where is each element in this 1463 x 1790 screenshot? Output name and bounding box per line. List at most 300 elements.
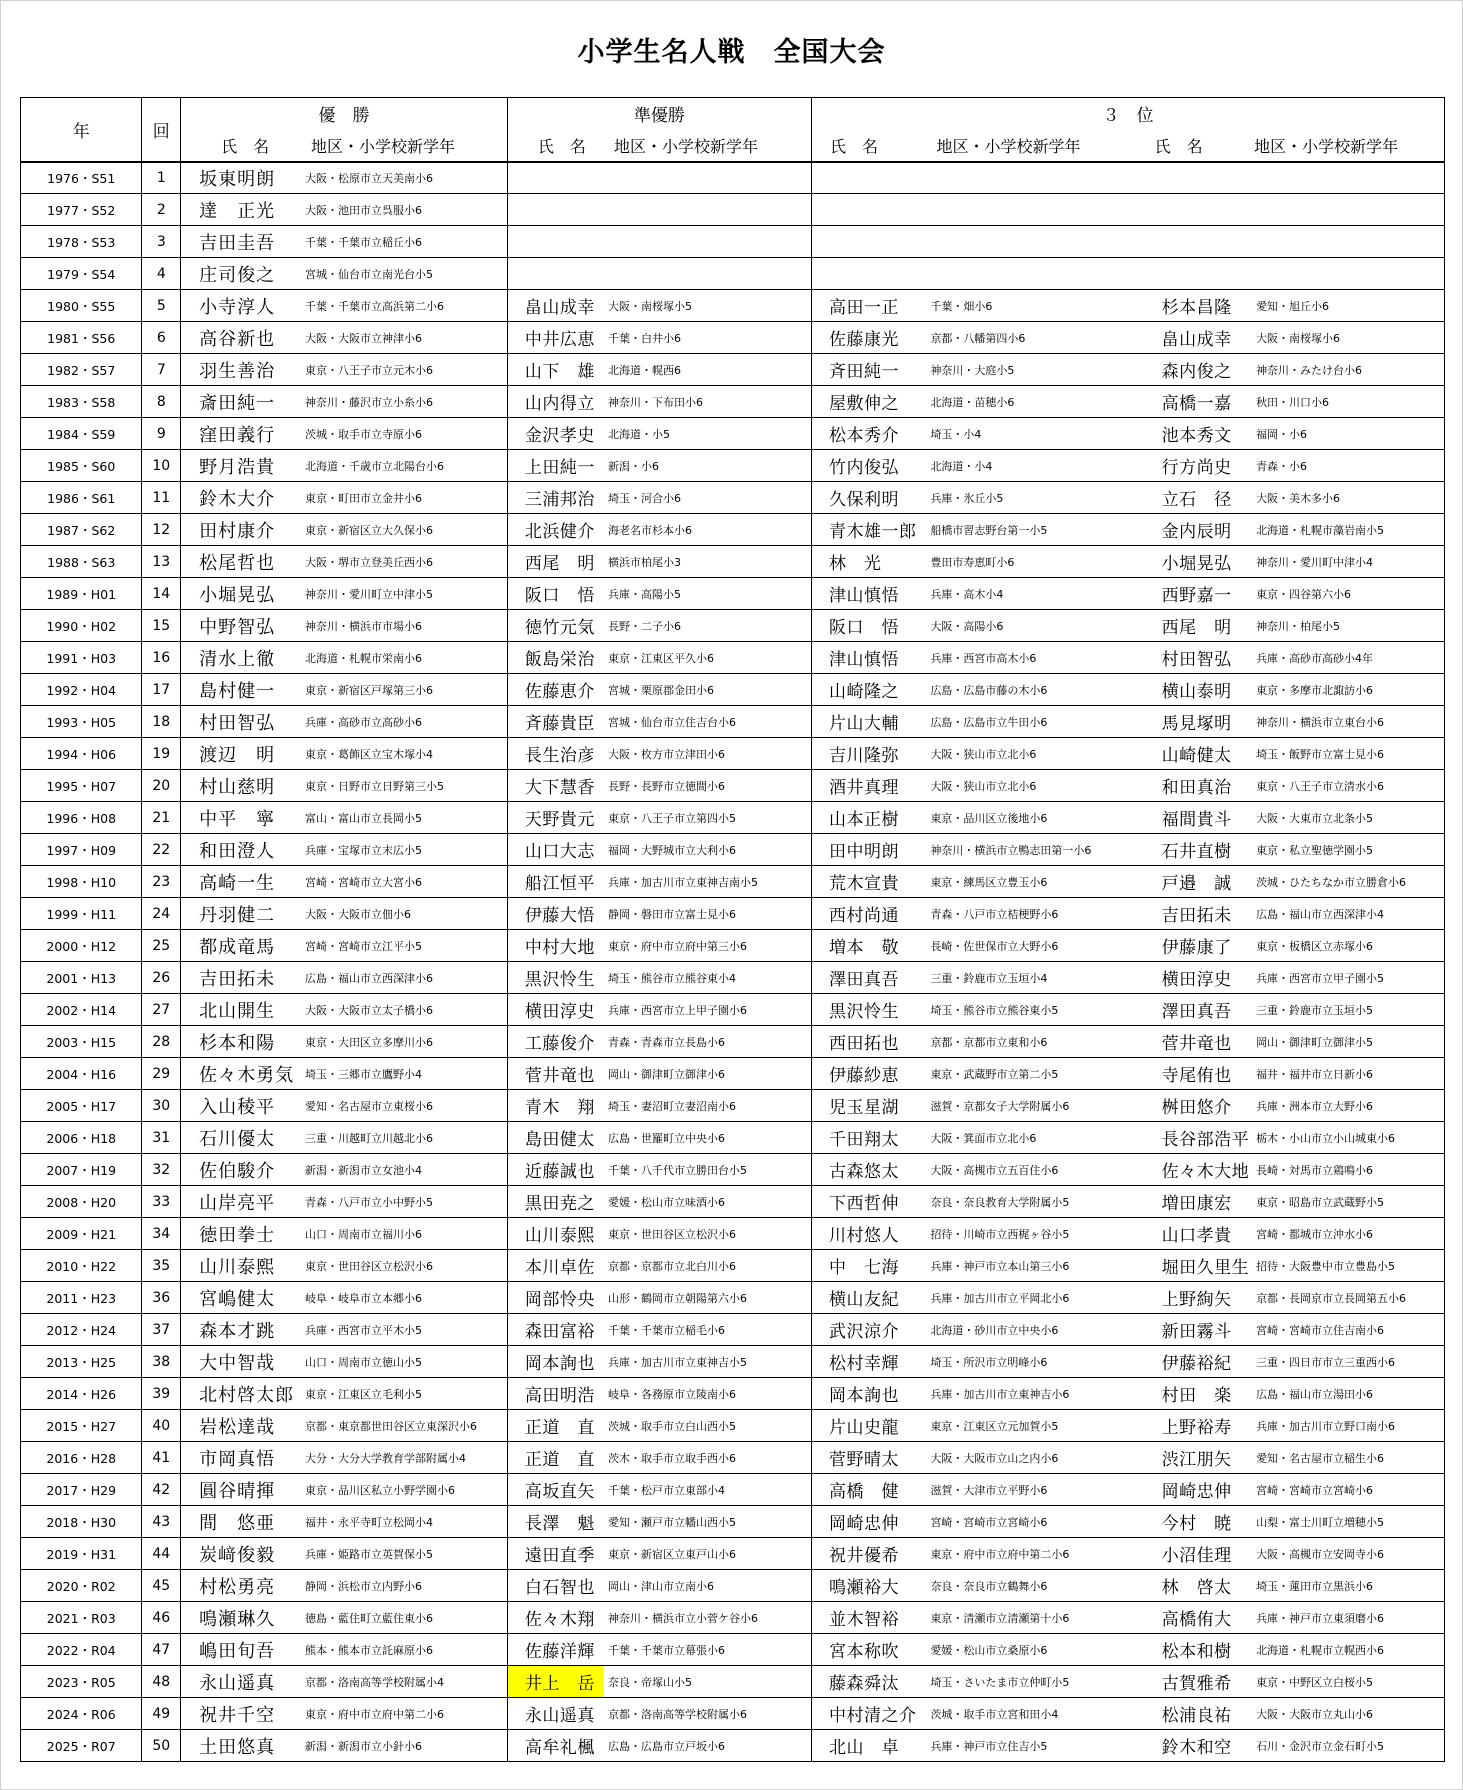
runnerup-name: 井上 岳 [507,1666,604,1698]
winner-area: 東京・新宿区立大久保小6 [301,514,507,546]
winner-name: 小堀晃弘 [181,578,301,610]
round-cell: 45 [142,1570,181,1602]
table-row [21,1602,1445,1634]
third2-area: 福井・福井市立日新小6 [1252,1058,1444,1090]
third1-name: 田中明朗 [811,834,926,866]
runnerup-name: 正道 直 [507,1442,604,1474]
third1-name: 西村尚通 [811,898,926,930]
winner-name: 和田澄人 [181,834,301,866]
third2-area: 神奈川・横浜市立東台小6 [1252,706,1444,738]
year-cell: 1998・H10 [21,866,142,898]
year-cell: 1990・H02 [21,610,142,642]
year-cell: 2003・H15 [21,1026,142,1058]
header-third2-name: 氏 名 [1154,136,1203,156]
third2-area: 宮崎・宮崎市立宮崎小6 [1252,1474,1444,1506]
third2-name: 佐々木大地 [1145,1154,1252,1186]
third1-name: 川村悠人 [811,1218,926,1250]
table-row [21,418,1445,450]
third2-area [1252,162,1444,194]
third2-name: 山口孝貴 [1145,1218,1252,1250]
third2-area: 東京・多摩市北諏訪小6 [1252,674,1444,706]
winner-area: 北海道・千歳市立北陽台小6 [301,450,507,482]
winner-name: 清水上徹 [181,642,301,674]
year-cell: 1985・S60 [21,450,142,482]
third2-name: 西野嘉一 [1145,578,1252,610]
runnerup-name: 山口大志 [507,834,604,866]
runnerup-area: 千葉・千葉市立幕張小6 [604,1634,811,1666]
year-cell: 1996・H08 [21,802,142,834]
year-cell: 2002・H14 [21,994,142,1026]
table-row [21,482,1445,514]
third2-area: 宮崎・宮崎市立住吉南小6 [1252,1314,1444,1346]
header-third: ３ 位 [811,98,1444,130]
year-cell: 1993・H05 [21,706,142,738]
round-cell: 49 [142,1698,181,1730]
third1-name [811,162,926,194]
year-cell: 2007・H19 [21,1154,142,1186]
winner-area: 埼玉・三郷市立鷹野小4 [301,1058,507,1090]
winner-area: 神奈川・愛川町立中津小5 [301,578,507,610]
runnerup-name: 佐々木翔 [507,1602,604,1634]
year-cell: 1981・S56 [21,322,142,354]
round-cell: 42 [142,1474,181,1506]
winner-area: 福井・永平寺町立松岡小4 [301,1506,507,1538]
runnerup-name: 青木 翔 [507,1090,604,1122]
header-runnerup-area: 地区・小学校新学年 [604,130,811,162]
runnerup-area: 神奈川・横浜市立小菅ケ谷小6 [604,1602,811,1634]
year-cell: 2001・H13 [21,962,142,994]
winner-name: 達 正光 [181,194,301,226]
third1-area [926,226,1144,258]
table-row [21,322,1445,354]
third1-name: 横山友紀 [811,1282,926,1314]
runnerup-name: 飯島栄治 [507,642,604,674]
third1-name [811,258,926,290]
year-cell: 2019・H31 [21,1538,142,1570]
round-cell: 6 [142,322,181,354]
year-cell: 2014・H26 [21,1378,142,1410]
runnerup-area: 福岡・大野城市立大利小6 [604,834,811,866]
third2-name: 吉田拓未 [1145,898,1252,930]
runnerup-name [507,194,604,226]
header-winner-area: 地区・小学校新学年 [301,130,507,162]
runnerup-area: 東京・江東区平久小6 [604,642,811,674]
third1-area: 青森・八戸市立桔梗野小6 [926,898,1144,930]
round-cell: 13 [142,546,181,578]
table-row [21,1378,1445,1410]
table-row [21,1570,1445,1602]
runnerup-area: 長野・二子小6 [604,610,811,642]
third2-area: 大阪・大東市立北条小5 [1252,802,1444,834]
winner-area: 東京・八王子市立元木小6 [301,354,507,386]
winner-area: 千葉・千葉市立稲丘小6 [301,226,507,258]
third1-area: 埼玉・熊谷市立熊谷東小5 [926,994,1144,1026]
runnerup-area: 兵庫・加古川市立東神吉南小5 [604,866,811,898]
year-cell: 2009・H21 [21,1218,142,1250]
runnerup-area: 新潟・小6 [604,450,811,482]
runnerup-name: 黒田尭之 [507,1186,604,1218]
third1-area: 奈良・奈良教育大学附属小5 [926,1186,1144,1218]
third1-name: 下西哲伸 [811,1186,926,1218]
year-cell: 1989・H01 [21,578,142,610]
winner-area: 静岡・浜松市立内野小6 [301,1570,507,1602]
round-cell: 21 [142,802,181,834]
round-cell: 16 [142,642,181,674]
round-cell: 46 [142,1602,181,1634]
round-cell: 34 [142,1218,181,1250]
winner-area: 宮崎・宮崎市立江平小5 [301,930,507,962]
runnerup-area: 千葉・八千代市立勝田台小5 [604,1154,811,1186]
runnerup-name: 大下慧香 [507,770,604,802]
third2-area: 広島・福山市立湯田小6 [1252,1378,1444,1410]
winner-name: 吉田拓未 [181,962,301,994]
third2-area: 岡山・御津町立御津小5 [1252,1026,1444,1058]
third1-name: 津山慎悟 [811,642,926,674]
third2-area: 京都・長岡京市立長岡第五小6 [1252,1282,1444,1314]
third2-name: 岡崎忠伸 [1145,1474,1252,1506]
year-cell: 2011・H23 [21,1282,142,1314]
runnerup-name: 岡部怜央 [507,1282,604,1314]
third1-name: 古森悠太 [811,1154,926,1186]
winner-name: 祝井千空 [181,1698,301,1730]
year-cell: 2008・H20 [21,1186,142,1218]
runnerup-area: 京都・京都市立北白川小6 [604,1250,811,1282]
table-row [21,738,1445,770]
winner-name: 中野智弘 [181,610,301,642]
round-cell: 9 [142,418,181,450]
winner-name: 山川泰熙 [181,1250,301,1282]
table-row [21,290,1445,322]
runnerup-area: 東京・新宿区立東戸山小6 [604,1538,811,1570]
third2-area: 兵庫・加古川市立野口南小6 [1252,1410,1444,1442]
runnerup-name: 山内得立 [507,386,604,418]
winner-name: 大中智哉 [181,1346,301,1378]
year-cell: 2023・R05 [21,1666,142,1698]
runnerup-name: 本川卓佐 [507,1250,604,1282]
runnerup-area: 東京・府中市立府中第三小6 [604,930,811,962]
third1-name: 青木雄一郎 [811,514,926,546]
third2-name: 菅井竜也 [1145,1026,1252,1058]
winner-name: 鈴木大介 [181,482,301,514]
third2-area: 東京・私立聖徳学園小5 [1252,834,1444,866]
round-cell: 22 [142,834,181,866]
winner-name: 村田智弘 [181,706,301,738]
year-cell: 1991・H03 [21,642,142,674]
third1-area: 東京・江東区立元加賀小5 [926,1410,1144,1442]
third1-name: 山本正樹 [811,802,926,834]
third2-area: 大阪・大阪市立丸山小6 [1252,1698,1444,1730]
year-cell: 1994・H06 [21,738,142,770]
year-cell: 2000・H12 [21,930,142,962]
table-row [21,706,1445,738]
third1-area: 北海道・苗穂小6 [926,386,1144,418]
third1-name: 松村幸輝 [811,1346,926,1378]
round-cell: 14 [142,578,181,610]
third1-name: 菅野晴太 [811,1442,926,1474]
runnerup-area: 埼玉・熊谷市立熊谷東小4 [604,962,811,994]
winner-name: 丹羽健二 [181,898,301,930]
table-row [21,898,1445,930]
round-cell: 41 [142,1442,181,1474]
table-row [21,194,1445,226]
year-cell: 1997・H09 [21,834,142,866]
runnerup-name: 黒沢怜生 [507,962,604,994]
third2-name: 寺尾侑也 [1145,1058,1252,1090]
third1-name: 佐藤康光 [811,322,926,354]
winner-area: 東京・江東区立毛利小5 [301,1378,507,1410]
runnerup-area: 東京・八王子市立第四小5 [604,802,811,834]
round-cell: 37 [142,1314,181,1346]
winner-area: 北海道・札幌市栄南小6 [301,642,507,674]
table-row [21,1666,1445,1698]
third2-name: 石井直樹 [1145,834,1252,866]
third2-area [1252,194,1444,226]
third2-name: 長谷部浩平 [1145,1122,1252,1154]
winner-name: 永山遥真 [181,1666,301,1698]
winner-area: 神奈川・藤沢市立小糸小6 [301,386,507,418]
third1-area: 兵庫・加古川市立東神吉小6 [926,1378,1144,1410]
third1-area: 茨城・取手市立宮和田小4 [926,1698,1144,1730]
runnerup-area: 京都・洛南高等学校附属小6 [604,1698,811,1730]
runnerup-area: 奈良・帝塚山小5 [604,1666,811,1698]
year-cell: 2015・H27 [21,1410,142,1442]
header-runnerup-name: 氏 名 [537,136,586,156]
winner-name: 入山稜平 [181,1090,301,1122]
third2-area: 大阪・美木多小6 [1252,482,1444,514]
header-winner-name: 氏 名 [221,136,270,156]
winner-area: 青森・八戸市立小中野小5 [301,1186,507,1218]
third2-name: 今村 暁 [1145,1506,1252,1538]
winner-name: 中平 寧 [181,802,301,834]
year-cell: 1983・S58 [21,386,142,418]
third1-area: 滋賀・京都女子大学附属小6 [926,1090,1144,1122]
third1-area: 豊田市寿恵町小6 [926,546,1144,578]
third2-name: 松本和樹 [1145,1634,1252,1666]
table-row [21,1058,1445,1090]
winner-name: 宮嶋健太 [181,1282,301,1314]
third2-area: 神奈川・みたけ台小6 [1252,354,1444,386]
table-row [21,1250,1445,1282]
runnerup-area: 北海道・小5 [604,418,811,450]
third1-name: 増本 敬 [811,930,926,962]
winner-name: 徳田拳士 [181,1218,301,1250]
winner-name: 羽生善治 [181,354,301,386]
third1-name: 松本秀介 [811,418,926,450]
year-cell: 2021・R03 [21,1602,142,1634]
third1-area: 千葉・畑小6 [926,290,1144,322]
third1-area: 招待・川崎市立西梶ヶ谷小5 [926,1218,1144,1250]
runnerup-area: 長野・長野市立徳間小6 [604,770,811,802]
winner-area: 東京・府中市立府中第二小6 [301,1698,507,1730]
third1-area: 埼玉・所沢市立明峰小6 [926,1346,1144,1378]
third1-name: 吉川隆弥 [811,738,926,770]
third1-name: 岡本詢也 [811,1378,926,1410]
third2-name: 山崎健太 [1145,738,1252,770]
table-row [21,1026,1445,1058]
table-row [21,994,1445,1026]
table-row [21,1698,1445,1730]
third1-area: 兵庫・高木小4 [926,578,1144,610]
runnerup-name: 徳竹元気 [507,610,604,642]
round-cell: 7 [142,354,181,386]
third2-area: 兵庫・神戸市立東須磨小6 [1252,1602,1444,1634]
round-cell: 30 [142,1090,181,1122]
third1-area: 兵庫・神戸市立住吉小5 [926,1730,1144,1762]
round-cell: 8 [142,386,181,418]
runnerup-name: 森田富裕 [507,1314,604,1346]
round-cell: 25 [142,930,181,962]
winner-area: 徳島・藍住町立藍住東小6 [301,1602,507,1634]
winner-name: 山岸亮平 [181,1186,301,1218]
table-row [21,258,1445,290]
third1-area: 東京・清瀬市立清瀬第十小6 [926,1602,1144,1634]
results-table [20,97,1445,1762]
third2-area: 神奈川・愛川町中津小4 [1252,546,1444,578]
header-round: 回 [142,98,181,162]
winner-area: 宮城・仙台市立南光台小5 [301,258,507,290]
runnerup-area: 広島・世羅町立中央小6 [604,1122,811,1154]
third2-area: 三重・鈴鹿市立玉垣小5 [1252,994,1444,1026]
third2-name: 新田霧斗 [1145,1314,1252,1346]
table-row [21,802,1445,834]
third2-area: 青森・小6 [1252,450,1444,482]
winner-name: 鳴瀬琳久 [181,1602,301,1634]
year-cell: 1976・S51 [21,162,142,194]
winner-area: 東京・世田谷区立松沢小6 [301,1250,507,1282]
runnerup-area: 兵庫・加古川市立東神吉小5 [604,1346,811,1378]
runnerup-area: 大阪・南桜塚小5 [604,290,811,322]
third1-area: 大阪・箕面市立北小6 [926,1122,1144,1154]
round-cell: 24 [142,898,181,930]
winner-area: 千葉・千葉市立高浜第二小6 [301,290,507,322]
third1-area: 東京・品川区立後地小6 [926,802,1144,834]
third2-area: 長崎・対馬市立鶏鳴小6 [1252,1154,1444,1186]
winner-name: 島村健一 [181,674,301,706]
winner-area: 大阪・松原市立天美南小6 [301,162,507,194]
year-cell: 1992・H04 [21,674,142,706]
winner-area: 東京・葛飾区立宝木塚小4 [301,738,507,770]
runnerup-name: 菅井竜也 [507,1058,604,1090]
winner-name: 吉田圭吾 [181,226,301,258]
runnerup-area: 埼玉・河合小6 [604,482,811,514]
winner-name: 斎田純一 [181,386,301,418]
third2-area: 愛知・名古屋市立稲生小6 [1252,1442,1444,1474]
third1-area: 長崎・佐世保市立大野小6 [926,930,1144,962]
third2-area: 愛知・旭丘小6 [1252,290,1444,322]
winner-name: 市岡真悟 [181,1442,301,1474]
winner-name: 小寺淳人 [181,290,301,322]
round-cell: 5 [142,290,181,322]
third2-area: 大阪・南桜塚小6 [1252,322,1444,354]
round-cell: 33 [142,1186,181,1218]
third1-area: 東京・練馬区立豊玉小6 [926,866,1144,898]
third2-area: 兵庫・西宮市立甲子園小5 [1252,962,1444,994]
table-row [21,674,1445,706]
round-cell: 11 [142,482,181,514]
runnerup-area: 兵庫・西宮市立上甲子園小6 [604,994,811,1026]
winner-area: 大阪・池田市立呉服小6 [301,194,507,226]
year-cell: 2004・H16 [21,1058,142,1090]
third1-name: 荒木宣貴 [811,866,926,898]
third2-area: 兵庫・洲本市立大野小6 [1252,1090,1444,1122]
table-row [21,450,1445,482]
round-cell: 27 [142,994,181,1026]
runnerup-name: 島田健太 [507,1122,604,1154]
runnerup-name: 佐藤洋輝 [507,1634,604,1666]
winner-name: 北村啓太郎 [181,1378,301,1410]
third1-name: 伊藤紗恵 [811,1058,926,1090]
table-row [21,1442,1445,1474]
winner-area: 兵庫・西宮市立平木小5 [301,1314,507,1346]
third2-area: 埼玉・蓮田市立黒浜小6 [1252,1570,1444,1602]
year-cell: 2016・H28 [21,1442,142,1474]
third2-area: 宮崎・都城市立沖水小6 [1252,1218,1444,1250]
third1-name: 西田拓也 [811,1026,926,1058]
third2-area: 茨城・ひたちなか市立勝倉小6 [1252,866,1444,898]
third1-area: 京都・京都市立東和小6 [926,1026,1144,1058]
round-cell: 15 [142,610,181,642]
runnerup-area: 茨木・取手市立取手西小6 [604,1442,811,1474]
winner-area: 兵庫・宝塚市立末広小5 [301,834,507,866]
third2-area: 東京・四谷第六小6 [1252,578,1444,610]
third1-area: 宮崎・宮崎市立宮崎小6 [926,1506,1144,1538]
third2-name [1145,162,1252,194]
winner-name: 佐々木勇気 [181,1058,301,1090]
third2-area: 兵庫・高砂市高砂小4年 [1252,642,1444,674]
runnerup-area: 千葉・白井小6 [604,322,811,354]
table-row [21,642,1445,674]
winner-name: 田村康介 [181,514,301,546]
third1-name: 竹内俊弘 [811,450,926,482]
year-cell: 1986・S61 [21,482,142,514]
round-cell: 35 [142,1250,181,1282]
third2-name: 池本秀文 [1145,418,1252,450]
third1-name: 鳴瀬裕大 [811,1570,926,1602]
runnerup-name: 高牟礼楓 [507,1730,604,1762]
third1-area: 埼玉・さいたま市立仲町小5 [926,1666,1144,1698]
third1-area: 大阪・大阪市立山之内小6 [926,1442,1144,1474]
third2-name: 高橋侑大 [1145,1602,1252,1634]
third2-area: 山梨・富士川町立増穂小5 [1252,1506,1444,1538]
third1-name: 千田翔太 [811,1122,926,1154]
runnerup-area: 海老名市杉本小6 [604,514,811,546]
winner-area: 富山・富山市立長岡小5 [301,802,507,834]
table-row [21,1090,1445,1122]
third2-name: 行方尚史 [1145,450,1252,482]
runnerup-name: 上田純一 [507,450,604,482]
year-cell: 1987・S62 [21,514,142,546]
round-cell: 32 [142,1154,181,1186]
winner-name: 村松勇亮 [181,1570,301,1602]
table-row [21,1410,1445,1442]
third2-name: 高橋一嘉 [1145,386,1252,418]
year-cell: 1984・S59 [21,418,142,450]
winner-name: 石川優太 [181,1122,301,1154]
winner-name: 間 悠亜 [181,1506,301,1538]
round-cell: 43 [142,1506,181,1538]
runnerup-name: 金沢孝史 [507,418,604,450]
winner-name: 窪田義行 [181,418,301,450]
third2-area: 北海道・札幌市立幌西小6 [1252,1634,1444,1666]
third1-name: 津山慎悟 [811,578,926,610]
third2-name: 澤田真吾 [1145,994,1252,1026]
table-row [21,1122,1445,1154]
runnerup-area: 北海道・幌西6 [604,354,811,386]
third1-area [926,258,1144,290]
runnerup-area [604,226,811,258]
round-cell: 31 [142,1122,181,1154]
winner-area: 広島・福山市立西深津小6 [301,962,507,994]
